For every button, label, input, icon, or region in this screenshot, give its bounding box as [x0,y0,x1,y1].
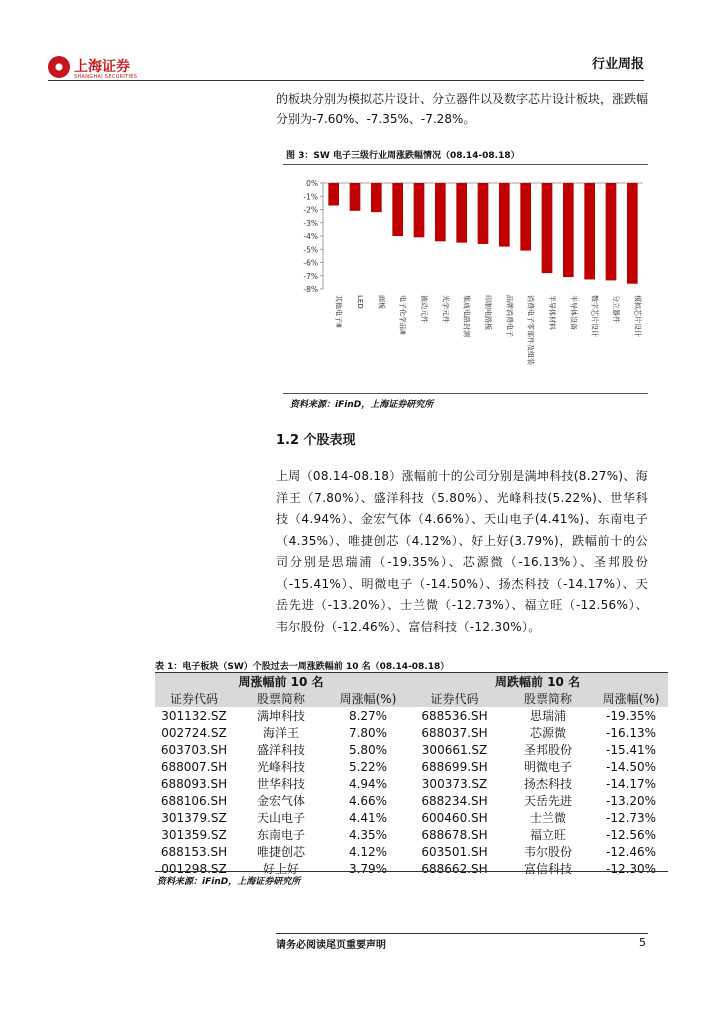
stock-name-cell: 天山电子 [256,811,305,825]
stock-code-cell: 603501.SH [421,844,488,859]
bar [584,183,595,279]
table-row [155,758,668,775]
stock-code-cell: 301359.SZ [161,827,227,842]
logo-main-text: 上海证券 [74,59,130,75]
bar [456,183,467,243]
column-header: 股票简称 [502,690,594,707]
x-tick-label: 印制电路板 [484,295,492,330]
weekly-change-cell: 3.79% [348,861,388,876]
gainers-group-header: 周涨幅前 10 名 [155,673,407,690]
table-bottom-rule [155,871,668,872]
stock-code-cell: 688093.SH [160,776,228,791]
report-type-title: 行业周报 [591,57,644,72]
stock-code-cell: 688234.SH [421,793,488,808]
column-header: 证券代码 [407,690,502,707]
stock-name-cell: 盛洋科技 [256,743,305,757]
x-tick-label: 被动元件 [420,295,428,323]
stock-code-cell: 300661.SZ [421,742,488,757]
table-row [155,826,668,843]
bar [542,183,553,273]
stock-name-cell: 光峰科技 [256,760,305,774]
bar [371,183,382,212]
stock-name-cell: 好上好 [262,862,299,876]
stock-code-cell: 688153.SH [160,844,228,859]
bar [414,183,425,237]
weekly-change-cell: 4.41% [348,810,388,825]
weekly-change-cell: -15.41% [606,742,657,757]
stock-name-cell: 扬杰科技 [524,777,573,791]
bar [350,183,361,211]
y-tick-label: -8% [303,285,318,294]
x-tick-label: 分立器件 [612,295,620,323]
column-header: 周涨幅(%) [329,690,407,707]
stock-code-cell: 300373.SZ [421,776,488,791]
x-tick-label: 品牌消费电子 [505,295,514,337]
column-header: 周涨幅(%) [594,690,668,707]
losers-group-header: 周跌幅前 10 名 [407,673,668,690]
stock-code-cell: 001298.SZ [161,861,227,876]
stock-name-cell: 士兰微 [530,811,567,825]
figure-title: 图 3：SW 电子三级行业周涨跌幅情况（08.14-08.18） [286,151,520,161]
table-source: 资料来源：iFinD，上海证券研究所 [157,877,301,887]
x-tick-label: 光学元件 [441,295,450,323]
stock-code-cell: 301379.SZ [161,810,227,825]
x-tick-label: 模拟芯片设计 [633,295,642,337]
stock-name-cell: 天岳先进 [524,794,573,808]
table-row [155,809,668,826]
stock-name-cell: 福立旺 [530,828,567,842]
industry-return-bar-chart [283,170,648,392]
table-row [155,792,668,809]
stock-name-cell: 世华科技 [256,777,305,791]
y-tick-label: -3% [303,218,318,228]
stock-name-cell: 金宏气体 [256,794,305,808]
stock-code-cell: 002724.SZ [161,725,227,740]
y-tick-label: -2% [303,205,318,215]
y-tick-label: -6% [303,258,318,268]
stock-name-cell: 明微电子 [524,760,573,774]
weekly-change-cell: -14.17% [606,776,657,791]
column-header-row [155,690,668,707]
bar [478,183,489,244]
stock-name-cell: 圣邦股份 [524,743,573,757]
x-tick-label: 消费电子零部件及组装 [526,295,535,365]
stock-name-cell: 唯捷创芯 [256,845,305,859]
x-tick-label: LED [356,295,364,309]
weekly-change-cell: -16.13% [606,725,657,740]
stock-code-cell: 688536.SH [421,708,488,723]
weekly-change-cell: -12.56% [606,827,657,842]
x-tick-label: 集成电路封测 [462,295,471,337]
disclaimer-notice: 请务必阅读尾页重要声明 [276,940,386,951]
figure-top-rule [283,164,648,165]
logo-emblem-icon [48,56,70,78]
y-tick-label: -5% [303,245,318,255]
figure-source: 资料来源：iFinD，上海证券研究所 [290,400,434,410]
stock-code-cell: 600460.SH [421,810,488,825]
stock-code-cell: 688037.SH [421,725,488,740]
weekly-change-cell: 4.35% [348,827,388,842]
stock-code-cell: 688678.SH [421,827,488,842]
x-tick-label: 数字芯片设计 [590,295,599,337]
stock-code-cell: 688007.SH [160,759,228,774]
weekly-change-cell: 8.27% [348,708,388,723]
logo-sub-text: SHANGHAI SECURITIES [74,74,138,80]
figure-bottom-rule [283,393,648,394]
weekly-change-cell: 5.22% [348,759,388,774]
column-header: 股票简称 [233,690,329,707]
x-tick-label: 电子化学品Ⅲ [398,295,407,335]
stock-name-cell: 富信科技 [524,862,573,876]
bar [499,183,510,247]
top-movers-table [155,673,668,877]
section-title: 1.2 个股表现 [276,433,356,448]
stock-code-cell: 603703.SH [160,742,228,757]
stock-name-cell: 思瑞浦 [530,709,567,723]
table-row [155,843,668,860]
weekly-change-cell: 5.80% [348,742,388,757]
stock-name-cell: 芯源微 [530,726,567,740]
stock-name-cell: 东南电子 [256,828,305,842]
table-row [155,724,668,741]
bar [435,183,446,241]
header-divider [48,80,644,81]
table-body [155,707,668,877]
weekly-change-cell: 7.80% [348,725,388,740]
column-header: 证券代码 [155,690,233,707]
x-tick-label: 面板 [377,295,386,309]
stock-name-cell: 满坤科技 [256,709,305,723]
bar [627,183,638,284]
table-row [155,707,668,724]
bar [520,183,531,251]
bar [606,183,617,280]
weekly-change-cell: 4.12% [348,844,388,859]
y-tick-label: 0% [306,179,318,188]
stock-code-cell: 688662.SH [421,861,488,876]
y-tick-label: -1% [303,192,318,202]
intro-paragraph: 的板块分别为模拟芯片设计、分立器件以及数字芯片设计板块，涨跌幅分别为-7.60%、-7.35%、-7.28%。 [276,92,649,126]
y-tick-label: -4% [303,232,318,241]
y-tick-label: -7% [303,271,318,281]
weekly-change-cell: -19.35% [606,708,657,723]
stock-code-cell: 301132.SZ [161,708,227,723]
stock-name-cell: 韦尔股份 [524,845,573,859]
bar [563,183,574,277]
weekly-change-cell: -13.20% [606,793,657,808]
table-title: 表 1：电子板块（SW）个股过去一周涨跌幅前 10 名（08.14-08.18） [155,662,450,672]
weekly-change-cell: -14.50% [606,759,657,774]
x-tick-label: 其他电子Ⅲ [334,295,343,328]
bar [392,183,403,236]
stock-code-cell: 688106.SH [160,793,228,808]
weekly-change-cell: -12.73% [606,810,657,825]
weekly-change-cell: -12.46% [606,844,657,859]
footer-divider [276,933,648,934]
table-row [155,775,668,792]
x-tick-label: 半导体设备 [569,295,578,330]
weekly-change-cell: -12.30% [606,861,657,876]
bar [328,183,339,206]
page-number: 5 [639,936,646,949]
x-tick-label: 半导体材料 [548,295,556,330]
weekly-change-cell: 4.66% [348,793,388,808]
stock-performance-paragraph: 上周（08.14-08.18）涨幅前十的公司分别是满坤科技(8.27%)、海洋王（7.80%）、盛洋科技（5.80%）、光峰科技(5.22%)、世华科技（4.94%）、金宏气体（4.66%）、天山电子(4.41%)、东南电子（4.35%）、唯捷创芯（4.12%）、好上好(3.79%)，跌幅前十的公司分别是思瑞浦（-19.35%）、芯源微（-16.13%）、圣邦股份（-15.41%）、明微电子（-14.50%）、扬杰科技（-14.17%）、天岳先进（-13.20%）、士兰微（-12.73%）、福立旺（-12.56%）、韦尔股份（-12.46%）、富信科技（-12.30%）。 [276,469,648,634]
table-row [155,741,668,758]
weekly-change-cell: 4.94% [348,776,388,791]
stock-name-cell: 海洋王 [262,726,299,740]
stock-code-cell: 688699.SH [421,759,488,774]
